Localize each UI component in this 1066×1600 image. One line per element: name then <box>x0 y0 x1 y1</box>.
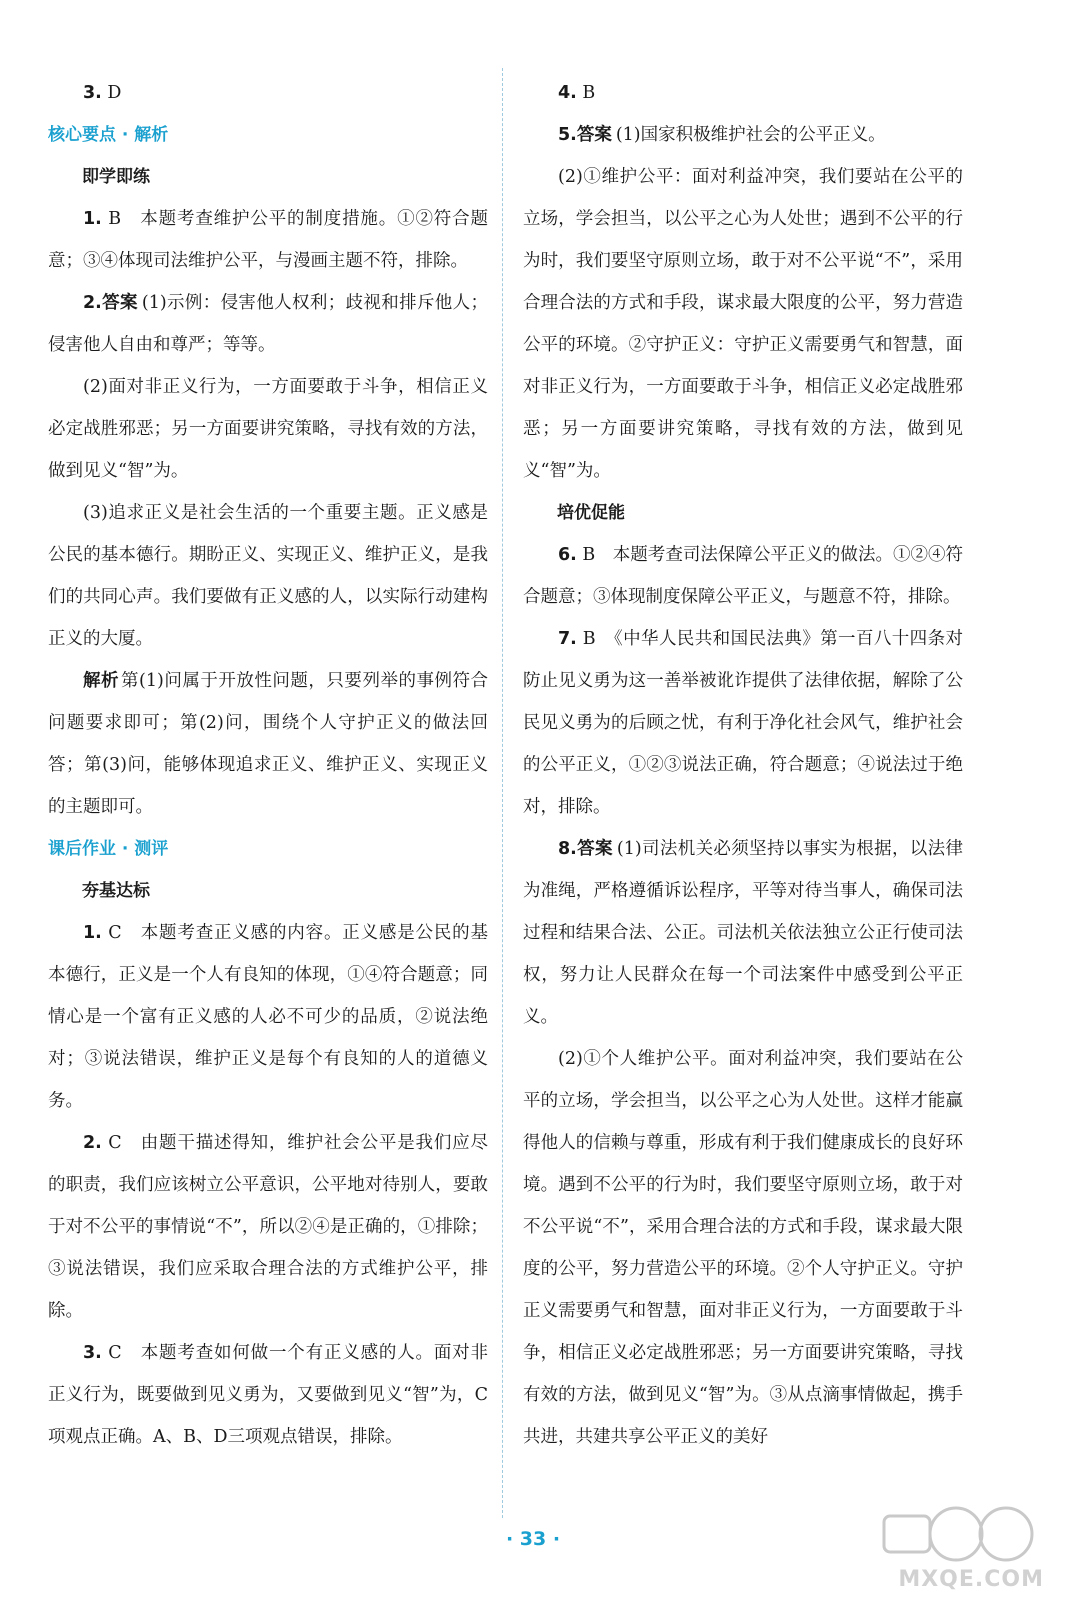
paragraph-text: (1)示例：侵害他人权利；歧视和排斥他人；侵害他人自由和尊严；等等。 <box>48 293 488 355</box>
question-number: 4. <box>558 83 577 103</box>
answer-label: 答案 <box>101 293 138 313</box>
question-number: 5. <box>558 125 577 145</box>
question-number: 3. <box>83 1343 102 1363</box>
question-number: 2. <box>83 1133 102 1153</box>
question-number: 1. <box>83 923 102 943</box>
subsection-heading: 夯基达标 <box>82 881 150 901</box>
paragraph-text: B <box>576 83 596 103</box>
answer-paragraph <box>48 492 488 660</box>
answer-paragraph <box>523 534 963 618</box>
question-number: 6. <box>558 545 577 565</box>
paragraph-text: (1)司法机关必须坚持以事实为根据，以法律为准绳，严格遵循诉讼程序，平等对待当事人，确保司法过程和结果合法、公正。司法机关依法独立公正行使司法权，努力让人民群众在每一个司法案件中感受到公平正义。 <box>523 839 963 1027</box>
paragraph-text: C 本题考查如何做一个有正义感的人。面对非正义行为，既要做到见义勇为，又要做到见义“智”为，C项观点正确。A、B、D三项观点错误，排除。 <box>48 1343 488 1447</box>
paragraph-text: (2)①维护公平：面对利益冲突，我们要站在公平的立场，学会担当，以公平之心为人处世；遇到不公平的行为时，我们要坚守原则立场，敢于对不公平说“不”，采用合理合法的方式和手段，谋求最大限度的公平，努力营造公平的环境。②守护正义：守护正义需要勇气和智慧，面对非正义行为，一方面要敢于斗争，相信正义必定战胜邪恶；另一方面要讲究策略，寻找有效的方法，做到见义“智”为。 <box>523 167 963 481</box>
watermark-badge-icon <box>844 1498 1044 1568</box>
answer-label: 答案 <box>576 839 613 859</box>
answer-label: 答案 <box>576 125 612 145</box>
answer-paragraph <box>48 72 488 114</box>
answer-paragraph <box>48 1122 488 1332</box>
paragraph-text: B 本题考查司法保障公平正义的做法。①②④符合题意；③体现制度保障公平正义，与题意不符，排除。 <box>523 545 963 607</box>
subsection-heading: 培优促能 <box>557 503 625 523</box>
answer-paragraph <box>523 618 963 828</box>
analysis-label: 解析 <box>83 671 120 691</box>
watermark-logo <box>844 1498 1044 1596</box>
section-heading: 核心要点 · 解析 <box>48 125 169 145</box>
answer-paragraph <box>523 114 963 156</box>
paragraph-text: (1)国家积极维护社会的公平正义。 <box>615 125 886 145</box>
right-column <box>523 72 963 1458</box>
answer-paragraph <box>523 1038 963 1458</box>
paragraph-text: C 由题干描述得知，维护社会公平是我们应尽的职责，我们应该树立公平意识，公平地对待别人，要敢于对不公平的事情说“不”，所以②④是正确的，①排除；③说法错误，我们应采取合理合法的方式维护公平，排除。 <box>48 1133 488 1321</box>
question-number: 2. <box>83 293 102 313</box>
question-number: 8. <box>558 839 577 859</box>
answer-paragraph <box>48 366 488 492</box>
question-number: 1. <box>83 209 102 229</box>
watermark-text: MXQE.COM <box>898 1567 1044 1592</box>
answer-paragraph <box>523 828 963 1038</box>
section-heading: 课后作业 · 测评 <box>48 839 169 859</box>
paragraph-text: D <box>101 83 122 103</box>
answer-paragraph <box>48 1332 488 1458</box>
answer-paragraph <box>48 282 488 366</box>
paragraph-text: B 《中华人民共和国民法典》第一百八十四条对防止见义勇为这一善举被讹诈提供了法律依据，解除了公民见义勇为的后顾之忧，有利于净化社会风气，维护社会的公平正义，①②③说法正确，符合题意；④说法过于绝对，排除。 <box>523 629 963 817</box>
question-number: 7. <box>558 629 577 649</box>
answer-paragraph <box>48 198 488 282</box>
answer-paragraph <box>523 156 963 492</box>
paragraph-text: 第(1)问属于开放性问题，只要列举的事例符合问题要求即可；第(2)问，围绕个人守护正义的做法回答；第(3)问，能够体现追求正义、维护正义、实现正义的主题即可。 <box>48 671 489 817</box>
subsection-heading: 即学即练 <box>82 167 150 187</box>
page-number: · 33 · <box>505 1528 561 1550</box>
column-divider <box>502 68 503 1518</box>
answer-paragraph <box>523 72 963 114</box>
paragraph-text: (3)追求正义是社会生活的一个重要主题。正义感是公民的基本德行。期盼正义、实现正义、维护正义，是我们的共同心声。我们要做有正义感的人，以实际行动建构正义的大厦。 <box>48 503 488 649</box>
answer-paragraph <box>48 660 488 828</box>
paragraph-text: C 本题考查正义感的内容。正义感是公民的基本德行，正义是一个人有良知的体现，①④符合题意；同情心是一个富有正义感的人必不可少的品质，②说法绝对；③说法错误，维护正义是每个有良知的人的道德义务。 <box>48 923 488 1111</box>
question-number: 3. <box>83 83 102 103</box>
left-column <box>48 72 488 1458</box>
paragraph-text: (2)面对非正义行为，一方面要敢于斗争，相信正义必定战胜邪恶；另一方面要讲究策略，寻找有效的方法，做到见义“智”为。 <box>48 377 488 481</box>
paragraph-text: B 本题考查维护公平的制度措施。①②符合题意；③④体现司法维护公平，与漫画主题不符，排除。 <box>48 209 488 271</box>
answer-paragraph <box>48 912 488 1122</box>
paragraph-text: (2)①个人维护公平。面对利益冲突，我们要站在公平的立场，学会担当，以公平之心为人处世。这样才能赢得他人的信赖与尊重，形成有利于我们健康成长的良好环境。遇到不公平的行为时，我们要坚守原则立场，敢于对不公平说“不”，采用合理合法的方式和手段，谋求最大限度的公平，努力营造公平的环境。②个人守护正义。守护正义需要勇气和智慧，面对非正义行为，一方面要敢于斗争，相信正义必定战胜邪恶；另一方面要讲究策略，寻找有效的方法，做到见义“智”为。③从点滴事情做起，携手共进，共建共享公平正义的美好 <box>523 1049 963 1447</box>
